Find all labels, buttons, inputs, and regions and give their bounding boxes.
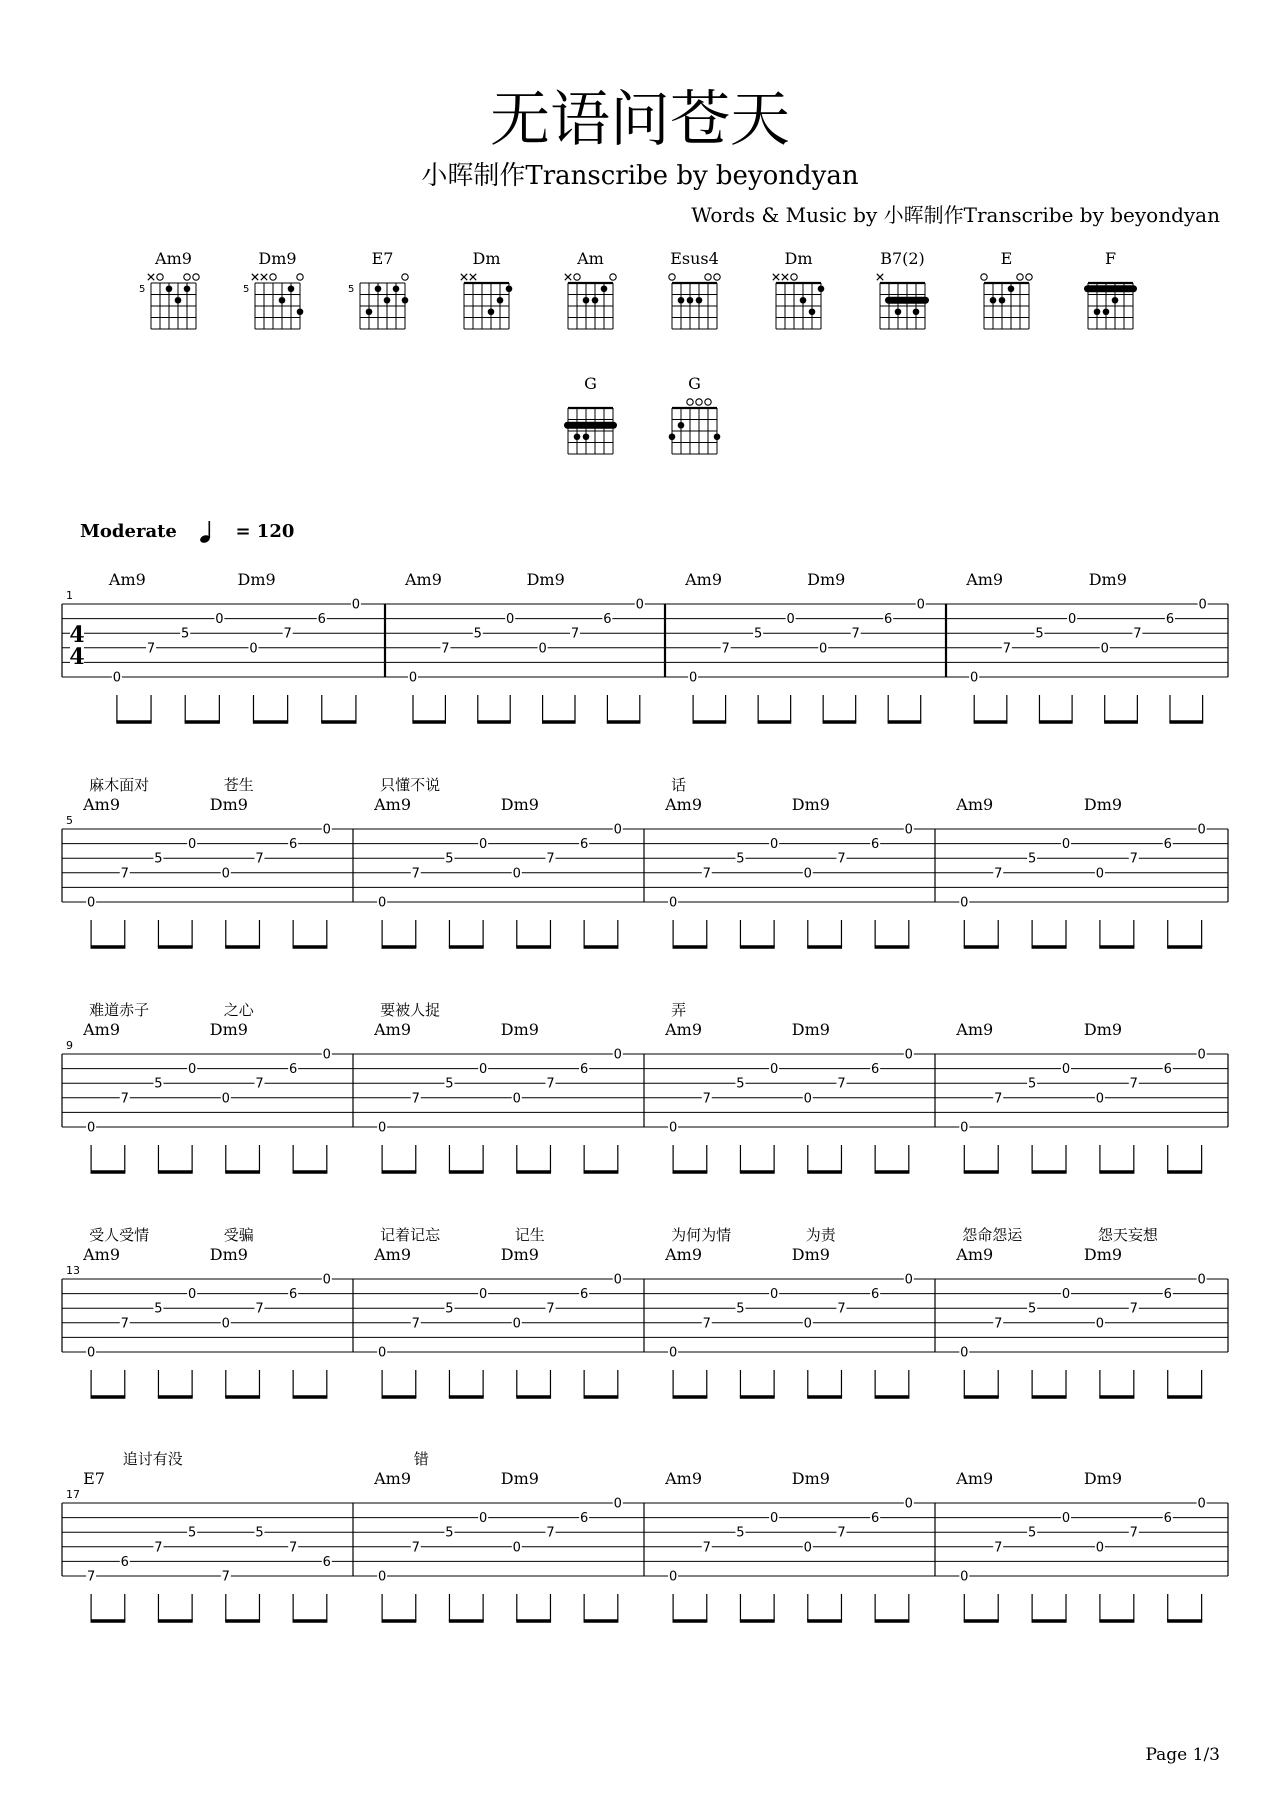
fret-number: 0 bbox=[512, 1091, 521, 1107]
fret-number: 6 bbox=[579, 837, 589, 853]
fret-number: 7 bbox=[994, 1540, 1003, 1556]
fret-number: 7 bbox=[994, 866, 1003, 882]
fret-number: 5 bbox=[1027, 1076, 1037, 1092]
fret-number: 0 bbox=[1061, 1062, 1071, 1078]
lyric-text: 怨命怨运 bbox=[962, 1226, 1023, 1244]
chord-name: Am9 bbox=[374, 1469, 412, 1488]
fret-number: 0 bbox=[322, 1272, 331, 1288]
chord-name: Am9 bbox=[83, 1020, 121, 1039]
fret-number: 7 bbox=[411, 1091, 420, 1107]
chord-name: Dm9 bbox=[791, 1245, 830, 1264]
fret-number: 7 bbox=[837, 1301, 846, 1317]
fret-number: 0 bbox=[960, 1120, 969, 1136]
fret-number: 5 bbox=[1035, 626, 1044, 642]
fret-number: 5 bbox=[753, 626, 763, 642]
fret-number: 0 bbox=[478, 1287, 488, 1303]
fret-number: 7 bbox=[1129, 1076, 1138, 1092]
fret-number: 0 bbox=[249, 641, 258, 657]
fret-number: 6 bbox=[870, 837, 880, 853]
chord-name: Am9 bbox=[665, 795, 703, 814]
chord-name: Am9 bbox=[405, 570, 442, 589]
lyric-text: 苍生 bbox=[223, 776, 254, 794]
lyric-text: 怨天妄想 bbox=[1097, 1226, 1158, 1244]
tab-system bbox=[62, 1226, 1228, 1397]
chord-name: Am9 bbox=[685, 570, 723, 589]
chord-name: Dm9 bbox=[500, 795, 539, 814]
fret-number: 0 bbox=[351, 597, 361, 613]
fret-number: 0 bbox=[769, 837, 779, 853]
fret-number: 0 bbox=[769, 1287, 779, 1303]
fret-number: 5 bbox=[445, 851, 454, 867]
fret-number: 0 bbox=[187, 1287, 197, 1303]
fret-number: 6 bbox=[1163, 1287, 1172, 1303]
chord-name: Dm9 bbox=[500, 1469, 539, 1488]
fret-number: 0 bbox=[215, 612, 224, 628]
fret-number: 7 bbox=[120, 1316, 129, 1332]
fret-number: 5 bbox=[736, 1525, 745, 1541]
fret-number: 0 bbox=[478, 1062, 488, 1078]
lyric-text: 为责 bbox=[805, 1226, 836, 1244]
fret-number: 7 bbox=[546, 1076, 555, 1092]
fret-number: 0 bbox=[1061, 1511, 1071, 1527]
fret-number: 0 bbox=[1061, 1287, 1071, 1303]
fret-number: 0 bbox=[1095, 1540, 1105, 1556]
chord-name: Dm9 bbox=[791, 795, 830, 814]
chord-diagram-name: Am bbox=[577, 249, 604, 268]
fret-number: 0 bbox=[86, 1120, 96, 1136]
fret-number: 0 bbox=[769, 1062, 779, 1078]
fret-number: 0 bbox=[506, 612, 515, 628]
fret-number: 0 bbox=[1197, 1272, 1206, 1288]
chord-name: Am9 bbox=[665, 1020, 703, 1039]
chord-name: Am9 bbox=[966, 570, 1004, 589]
fret-number: 0 bbox=[916, 597, 925, 613]
tempo-value: = 120 bbox=[235, 521, 295, 542]
fret-number: 0 bbox=[1197, 1047, 1206, 1063]
lyric-text: 受骗 bbox=[223, 1226, 254, 1244]
bar-number: 17 bbox=[66, 1488, 80, 1501]
chord-name: Am9 bbox=[956, 1245, 994, 1264]
chord-diagram-name: G bbox=[688, 374, 701, 393]
fret-number: 0 bbox=[960, 1569, 969, 1585]
fret-number: 6 bbox=[579, 1287, 589, 1303]
fret-number: 0 bbox=[613, 1272, 622, 1288]
fret-number: 0 bbox=[1061, 837, 1071, 853]
chord-name: Am9 bbox=[956, 1020, 994, 1039]
fret-number: 0 bbox=[668, 895, 678, 911]
lyric-text: 受人受情 bbox=[89, 1226, 150, 1244]
fret-number: 6 bbox=[1163, 1062, 1172, 1078]
fret-number: 7 bbox=[546, 851, 555, 867]
bar-number: 13 bbox=[66, 1264, 80, 1277]
fret-number: 0 bbox=[377, 895, 387, 911]
fret-number: 0 bbox=[322, 822, 331, 838]
fret-number: 0 bbox=[408, 670, 418, 686]
chord-name: Am9 bbox=[374, 1245, 412, 1264]
fret-number: 7 bbox=[221, 1569, 230, 1585]
fret-number: 7 bbox=[86, 1569, 96, 1585]
fret-number: 0 bbox=[688, 670, 698, 686]
fret-number: 0 bbox=[769, 1511, 779, 1527]
fret-number: 6 bbox=[579, 1062, 589, 1078]
lyric-text: 话 bbox=[671, 776, 687, 794]
fret-number: 7 bbox=[120, 866, 129, 882]
fret-number: 0 bbox=[803, 1091, 812, 1107]
fret-number: 7 bbox=[1129, 851, 1138, 867]
chord-name: Dm9 bbox=[500, 1020, 539, 1039]
fret-number: 0 bbox=[668, 1569, 678, 1585]
fret-number: 7 bbox=[570, 626, 580, 642]
fret-number: 5 bbox=[255, 1525, 264, 1541]
fret-number: 5 bbox=[473, 626, 482, 642]
fret-number: 7 bbox=[255, 851, 264, 867]
fret-number: 0 bbox=[322, 1047, 331, 1063]
lyric-text: 要被人捉 bbox=[380, 1001, 441, 1019]
fret-number: 0 bbox=[668, 1120, 678, 1136]
fret-number: 0 bbox=[904, 1272, 913, 1288]
chord-name: Dm9 bbox=[1083, 795, 1123, 814]
chord-name: Dm9 bbox=[209, 1245, 248, 1264]
fret-number: 7 bbox=[702, 866, 711, 882]
fret-number: 7 bbox=[283, 626, 292, 642]
fret-number: 0 bbox=[512, 866, 521, 882]
fret-number: 7 bbox=[702, 1316, 711, 1332]
fret-number: 0 bbox=[904, 1047, 913, 1063]
fret-number: 7 bbox=[288, 1540, 298, 1556]
fret-number: 0 bbox=[904, 822, 913, 838]
fret-number: 0 bbox=[86, 1345, 96, 1361]
fret-number: 0 bbox=[635, 597, 644, 613]
fret-number: 0 bbox=[377, 1120, 387, 1136]
fret-number: 0 bbox=[221, 1316, 230, 1332]
tempo-label: Moderate bbox=[80, 521, 177, 542]
chord-start-fret: 5 bbox=[243, 284, 250, 296]
lyric-text: 为何为情 bbox=[671, 1226, 732, 1244]
fret-number: 6 bbox=[288, 1287, 298, 1303]
fret-number: 0 bbox=[803, 1540, 812, 1556]
fret-number: 0 bbox=[1067, 612, 1077, 628]
fret-number: 7 bbox=[837, 1076, 846, 1092]
lyric-text: 难道赤子 bbox=[89, 1001, 150, 1019]
chord-diagram-name: B7(2) bbox=[880, 249, 925, 268]
fret-number: 5 bbox=[736, 1301, 745, 1317]
chord-name: Am9 bbox=[108, 570, 146, 589]
fret-number: 0 bbox=[478, 1511, 488, 1527]
fret-number: 0 bbox=[1095, 1316, 1105, 1332]
chord-name: Am9 bbox=[956, 1469, 994, 1488]
chord-diagram-name: Esus4 bbox=[670, 249, 719, 268]
fret-number: 0 bbox=[668, 1345, 678, 1361]
chord-name: Dm9 bbox=[1083, 1245, 1123, 1264]
chord-start-fret: 5 bbox=[348, 284, 355, 296]
fret-number: 6 bbox=[288, 837, 298, 853]
fret-number: 0 bbox=[86, 895, 96, 911]
fret-number: 0 bbox=[538, 641, 547, 657]
fret-number: 7 bbox=[702, 1091, 711, 1107]
fret-number: 0 bbox=[1197, 1496, 1206, 1512]
lyric-text: 错 bbox=[413, 1450, 429, 1468]
fret-number: 0 bbox=[221, 866, 230, 882]
chord-name: Dm9 bbox=[237, 570, 276, 589]
chord-diagram-name: Dm bbox=[472, 249, 501, 268]
fret-number: 0 bbox=[819, 641, 828, 657]
fret-number: 0 bbox=[478, 837, 488, 853]
chord-name: Am9 bbox=[374, 1020, 412, 1039]
chord-name: Dm9 bbox=[209, 795, 248, 814]
fret-number: 0 bbox=[803, 866, 812, 882]
fret-number: 5 bbox=[154, 851, 163, 867]
lyric-text: 记生 bbox=[514, 1226, 545, 1244]
fret-number: 0 bbox=[1197, 822, 1206, 838]
fret-number: 0 bbox=[904, 1496, 913, 1512]
score-title: 无语问苍天 bbox=[490, 85, 790, 155]
fret-number: 5 bbox=[736, 1076, 745, 1092]
fret-number: 5 bbox=[736, 851, 745, 867]
tab-system bbox=[62, 1001, 1228, 1172]
fret-number: 6 bbox=[1165, 612, 1175, 628]
chord-name: Dm9 bbox=[1083, 1020, 1123, 1039]
tab-system bbox=[62, 1450, 1228, 1621]
fret-number: 0 bbox=[803, 1316, 812, 1332]
fret-number: 7 bbox=[411, 866, 420, 882]
page-number: Page 1/3 bbox=[1145, 1745, 1220, 1765]
fret-number: 7 bbox=[1133, 626, 1142, 642]
tab-system bbox=[62, 776, 1228, 947]
chord-name: Am9 bbox=[83, 1245, 121, 1264]
chord-diagram-name: G bbox=[584, 374, 597, 393]
chord-start-fret: 5 bbox=[139, 284, 146, 296]
fret-number: 6 bbox=[1163, 1511, 1172, 1527]
lyric-text: 只懂不说 bbox=[380, 776, 441, 794]
fret-number: 6 bbox=[120, 1554, 129, 1570]
fret-number: 7 bbox=[1129, 1525, 1138, 1541]
fret-number: 0 bbox=[1095, 1091, 1105, 1107]
fret-number: 6 bbox=[884, 612, 893, 628]
fret-number: 7 bbox=[441, 641, 450, 657]
fret-number: 5 bbox=[1027, 1301, 1037, 1317]
fret-number: 5 bbox=[445, 1525, 454, 1541]
bar-number: 5 bbox=[66, 814, 73, 827]
fret-number: 0 bbox=[377, 1569, 387, 1585]
fret-number: 7 bbox=[411, 1540, 420, 1556]
fret-number: 0 bbox=[221, 1091, 230, 1107]
chord-diagram-name: E bbox=[1000, 249, 1013, 268]
fret-number: 6 bbox=[317, 612, 326, 628]
fret-number: 0 bbox=[970, 670, 979, 686]
fret-number: 7 bbox=[702, 1540, 711, 1556]
fret-number: 7 bbox=[546, 1301, 555, 1317]
fret-number: 7 bbox=[721, 641, 730, 657]
chord-name: Dm9 bbox=[1083, 1469, 1123, 1488]
fret-number: 7 bbox=[120, 1091, 129, 1107]
chord-name: Dm9 bbox=[209, 1020, 248, 1039]
fret-number: 5 bbox=[445, 1301, 454, 1317]
chord-name: E7 bbox=[83, 1469, 105, 1488]
fret-number: 5 bbox=[1027, 851, 1037, 867]
fret-number: 0 bbox=[786, 612, 795, 628]
fret-number: 6 bbox=[870, 1287, 880, 1303]
fret-number: 0 bbox=[960, 895, 969, 911]
lyric-text: 追讨有没 bbox=[122, 1450, 183, 1468]
fret-number: 6 bbox=[322, 1554, 331, 1570]
lyric-text: 麻木面对 bbox=[89, 776, 150, 794]
fret-number: 0 bbox=[960, 1345, 969, 1361]
fret-number: 0 bbox=[1100, 641, 1109, 657]
fret-number: 5 bbox=[154, 1301, 163, 1317]
fret-number: 7 bbox=[546, 1525, 555, 1541]
chord-name: Dm9 bbox=[791, 1020, 830, 1039]
fret-number: 0 bbox=[613, 1047, 622, 1063]
fret-number: 0 bbox=[1095, 866, 1105, 882]
tab-system bbox=[62, 570, 1228, 722]
chord-diagram-name: Am9 bbox=[155, 249, 192, 268]
fret-number: 7 bbox=[994, 1091, 1003, 1107]
fret-number: 0 bbox=[187, 837, 197, 853]
fret-number: 7 bbox=[1002, 641, 1011, 657]
fret-number: 7 bbox=[146, 641, 156, 657]
chord-diagram-name: Dm9 bbox=[258, 249, 297, 268]
bar-number: 9 bbox=[66, 1039, 73, 1052]
bar-number: 1 bbox=[66, 589, 73, 602]
chord-name: Dm9 bbox=[791, 1469, 830, 1488]
chord-name: Dm9 bbox=[526, 570, 565, 589]
score-subtitle: 小晖制作Transcribe by beyondyan bbox=[421, 161, 859, 191]
chord-name: Am9 bbox=[374, 795, 412, 814]
fret-number: 0 bbox=[613, 822, 622, 838]
time-signature-top: 4 bbox=[69, 621, 85, 648]
fret-number: 7 bbox=[994, 1316, 1003, 1332]
fret-number: 7 bbox=[1129, 1301, 1138, 1317]
fret-number: 6 bbox=[1163, 837, 1172, 853]
fret-number: 0 bbox=[512, 1316, 521, 1332]
fret-number: 7 bbox=[154, 1540, 163, 1556]
fret-number: 0 bbox=[613, 1496, 622, 1512]
fret-number: 7 bbox=[255, 1301, 264, 1317]
chord-diagram-name: Dm bbox=[784, 249, 813, 268]
fret-number: 0 bbox=[377, 1345, 387, 1361]
chord-name: Am9 bbox=[665, 1245, 703, 1264]
fret-number: 5 bbox=[445, 1076, 454, 1092]
score-credit: Words & Music by 小晖制作Transcribe by beyondyan bbox=[691, 203, 1220, 227]
lyric-text: 记着记忘 bbox=[380, 1226, 441, 1244]
fret-number: 5 bbox=[154, 1076, 163, 1092]
fret-number: 0 bbox=[112, 670, 122, 686]
fret-number: 6 bbox=[579, 1511, 589, 1527]
fret-number: 7 bbox=[837, 851, 846, 867]
chord-diagram-name: F bbox=[1104, 249, 1117, 268]
chord-name: Am9 bbox=[665, 1469, 703, 1488]
fret-number: 7 bbox=[255, 1076, 264, 1092]
fret-number: 7 bbox=[837, 1525, 846, 1541]
fret-number: 6 bbox=[870, 1062, 880, 1078]
chord-name: Am9 bbox=[83, 795, 121, 814]
chord-name: Dm9 bbox=[807, 570, 846, 589]
chord-name: Dm9 bbox=[1088, 570, 1127, 589]
time-signature-bottom: 4 bbox=[69, 643, 85, 670]
fret-number: 0 bbox=[1198, 597, 1207, 613]
fret-number: 5 bbox=[187, 1525, 197, 1541]
fret-number: 0 bbox=[512, 1540, 521, 1556]
lyric-text: 之心 bbox=[223, 1001, 254, 1019]
chord-name: Dm9 bbox=[500, 1245, 539, 1264]
fret-number: 6 bbox=[603, 612, 612, 628]
lyric-text: 弄 bbox=[671, 1001, 687, 1019]
chord-diagram-name: E7 bbox=[371, 249, 394, 268]
fret-number: 6 bbox=[288, 1062, 298, 1078]
fret-number: 6 bbox=[870, 1511, 880, 1527]
fret-number: 5 bbox=[181, 626, 190, 642]
fret-number: 7 bbox=[851, 626, 860, 642]
fret-number: 7 bbox=[411, 1316, 420, 1332]
fret-number: 0 bbox=[187, 1062, 197, 1078]
fret-number: 5 bbox=[1027, 1525, 1037, 1541]
chord-name: Am9 bbox=[956, 795, 994, 814]
